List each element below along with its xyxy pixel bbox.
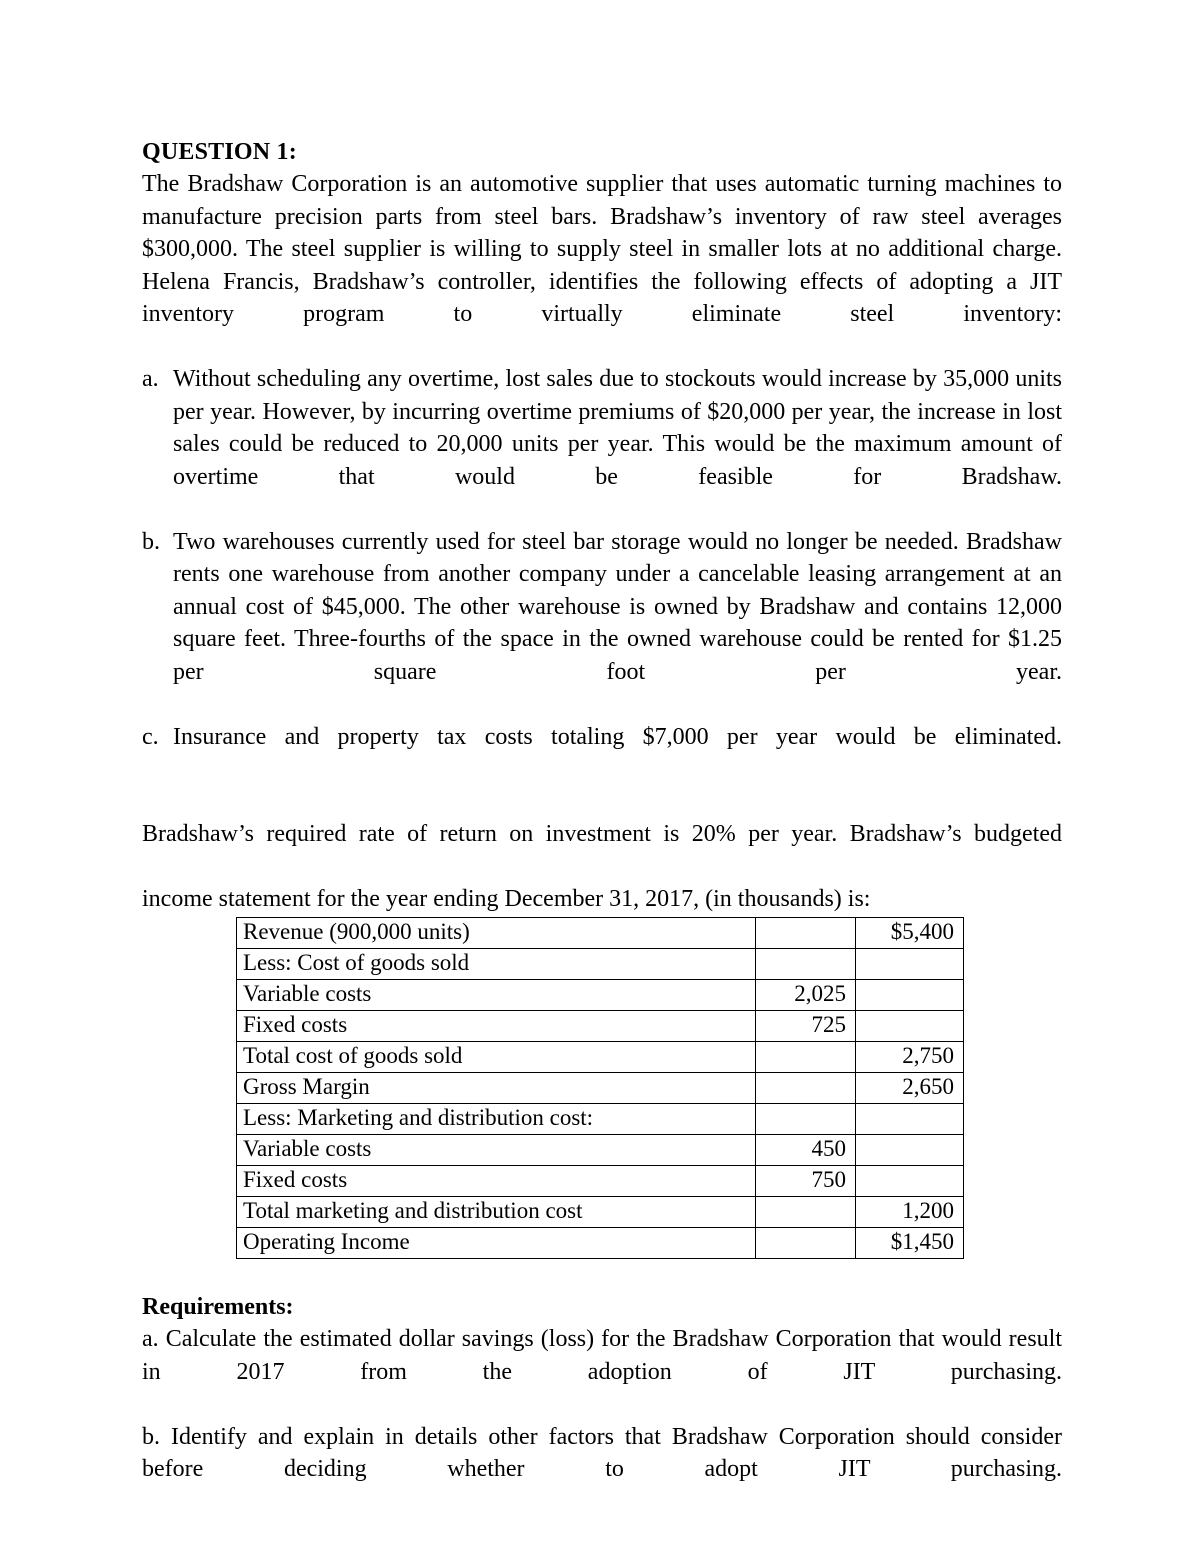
document-body [142,136,1062,1518]
table-row [237,1073,964,1104]
list-item-text: Insurance and property tax costs totaling $7,000 per year would be eliminated. [173,723,1062,750]
row-total [856,1166,964,1197]
list-item [142,721,1062,786]
requirement-item-b: b. Identify and explain in details other factors that Bradshaw Corporation should consider before deciding whether to adopt JIT purchasing. [142,1423,1062,1482]
list-item [142,526,1062,721]
row-subtotal [756,1197,856,1228]
row-label: Less: Marketing and distribution cost: [237,1104,756,1135]
list-marker: b. [142,528,160,555]
row-total: $5,400 [856,918,964,949]
row-subtotal [756,918,856,949]
table-row [237,918,964,949]
table-row [237,1166,964,1197]
row-label: Total marketing and distribution cost [237,1197,756,1228]
table-row [237,1011,964,1042]
rate-of-return-paragraph: Bradshaw’s required rate of return on investment is 20% per year. Bradshaw’s budgeted [142,820,1062,847]
row-subtotal: 2,025 [756,980,856,1011]
income-statement-intro: income statement for the year ending December 31, 2017, (in thousands) is: [142,885,871,912]
row-subtotal [756,1228,856,1259]
row-total: 1,200 [856,1197,964,1228]
row-label: Variable costs [237,980,756,1011]
list-item [142,363,1062,526]
list-marker: a. [142,366,159,392]
page-title: QUESTION 1: [142,139,297,165]
row-total [856,1135,964,1166]
row-total [856,1011,964,1042]
row-subtotal [756,1073,856,1104]
row-label: Total cost of goods sold [237,1042,756,1073]
row-label: Fixed costs [237,1011,756,1042]
row-subtotal: 450 [756,1135,856,1166]
row-subtotal: 725 [756,1011,856,1042]
effects-list [142,363,1062,786]
table-bottom-spacer [142,1259,1062,1291]
table-row [237,1042,964,1073]
table-row [237,949,964,980]
row-total: 2,750 [856,1042,964,1073]
requirement-item-a: a. Calculate the estimated dollar savings (loss) for the Bradshaw Corporation that would result in 2017 from the adoption of JIT purchasing. [142,1326,1062,1385]
table-row [237,1104,964,1135]
list-item-text: Two warehouses currently used for steel bar storage would no longer be needed. Bradshaw rents one warehouse from another company under a cancelable leasing arrangement at an annual cost of $45,000. The other warehouse is owned by Bradshaw and contains 12,000 square feet. Three-fourths of the space in the owned warehouse could be rented for $1.25 per square foot per year. [173,528,1062,685]
table-row [237,980,964,1011]
row-label: Revenue (900,000 units) [237,918,756,949]
row-total [856,949,964,980]
list-marker: c. [142,723,159,750]
table-body [237,918,964,1259]
row-label: Fixed costs [237,1166,756,1197]
row-subtotal [756,949,856,980]
row-label: Operating Income [237,1228,756,1259]
list-item-text: Without scheduling any overtime, lost sales due to stockouts would increase by 35,000 units per year. However, by incurring overtime premiums of $20,000 per year, the increase in lost sales could be reduced to 20,000 units per year. This would be the maximum amount of overtime that would be feasible for Bradshaw. [173,366,1062,490]
intro-paragraph: The Bradshaw Corporation is an automotive supplier that uses automatic turning machines to manufacture precision parts from steel bars. Bradshaw’s inventory of raw steel averages $300,000. The steel supplier is willing to supply steel in smaller lots at no additional charge. Helena Francis, Bradshaw’s controller, identifies the following effects of adopting a JIT inventory program to virtually eliminate steel inventory: [142,171,1062,327]
table-row [237,1197,964,1228]
row-total: $1,450 [856,1228,964,1259]
row-total [856,1104,964,1135]
income-statement-table [236,917,964,1259]
row-total: 2,650 [856,1073,964,1104]
paragraph-spacer [142,786,1062,818]
row-label: Gross Margin [237,1073,756,1104]
requirements-heading: Requirements: [142,1294,294,1320]
row-subtotal: 750 [756,1166,856,1197]
table-row [237,1228,964,1259]
row-subtotal [756,1104,856,1135]
row-label: Variable costs [237,1135,756,1166]
row-subtotal [756,1042,856,1073]
row-label: Less: Cost of goods sold [237,949,756,980]
row-total [856,980,964,1011]
income-statement-table-wrapper [236,917,1062,1259]
table-row [237,1135,964,1166]
